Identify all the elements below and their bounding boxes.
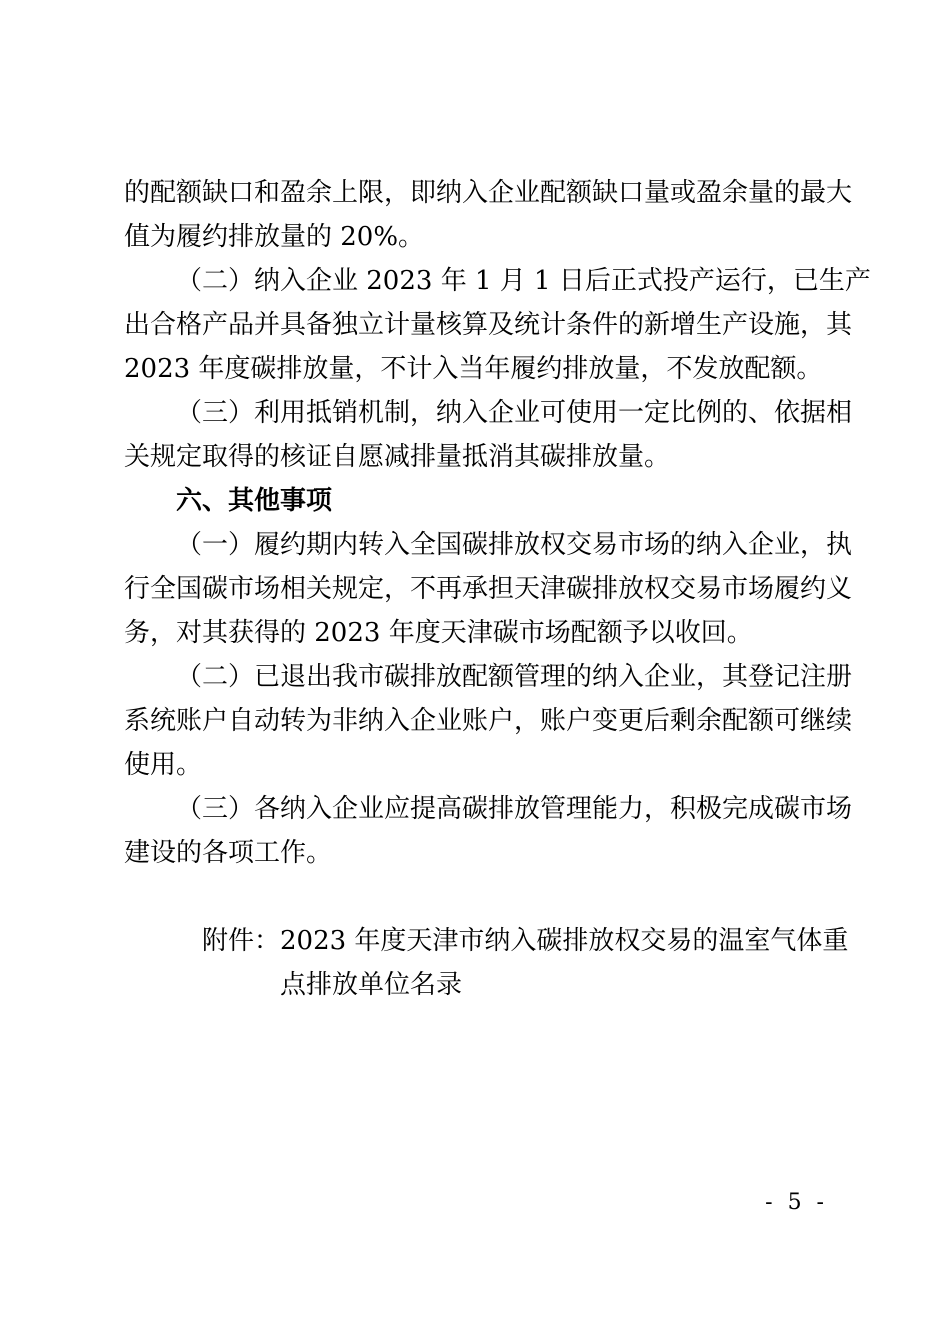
paragraph-line: （三）利用抵销机制，纳入企业可使用一定比例的、依据相 [176, 398, 853, 428]
paragraph-line: 2023 年度碳排放量，不计入当年履约排放量，不发放配额。 [124, 354, 823, 384]
page-number: - 5 - [765, 1190, 828, 1215]
paragraph-line: 系统账户自动转为非纳入企业账户，账户变更后剩余配额可继续 [124, 706, 853, 736]
paragraph-line: （三）各纳入企业应提高碳排放管理能力，积极完成碳市场 [176, 794, 853, 824]
paragraph-line: （一）履约期内转入全国碳排放权交易市场的纳入企业，执 [176, 530, 853, 560]
paragraph-line: 建设的各项工作。 [124, 838, 333, 868]
attachment-line: 点排放单位名录 [280, 970, 463, 1000]
paragraph-line: 行全国碳市场相关规定，不再承担天津碳排放权交易市场履约义 [124, 574, 853, 604]
paragraph-line: （二）已退出我市碳排放配额管理的纳入企业，其登记注册 [176, 662, 853, 692]
paragraph-line: 务，对其获得的 2023 年度天津碳市场配额予以收回。 [124, 618, 753, 648]
paragraph-line: （二）纳入企业 2023 年 1 月 1 日后正式投产运行，已生产 [176, 266, 871, 296]
paragraph-line: 关规定取得的核证自愿减排量抵消其碳排放量。 [124, 442, 671, 472]
paragraph-line: 使用。 [124, 750, 203, 780]
paragraph-line: 值为履约排放量的 20%。 [124, 222, 425, 252]
paragraph-line: 出合格产品并具备独立计量核算及统计条件的新增生产设施，其 [124, 310, 853, 340]
attachment-line: 附件：2023 年度天津市纳入碳排放权交易的温室气体重 [202, 926, 849, 956]
section-heading: 六、其他事项 [176, 486, 333, 516]
paragraph-line: 的配额缺口和盈余上限，即纳入企业配额缺口量或盈余量的最大 [124, 178, 853, 208]
